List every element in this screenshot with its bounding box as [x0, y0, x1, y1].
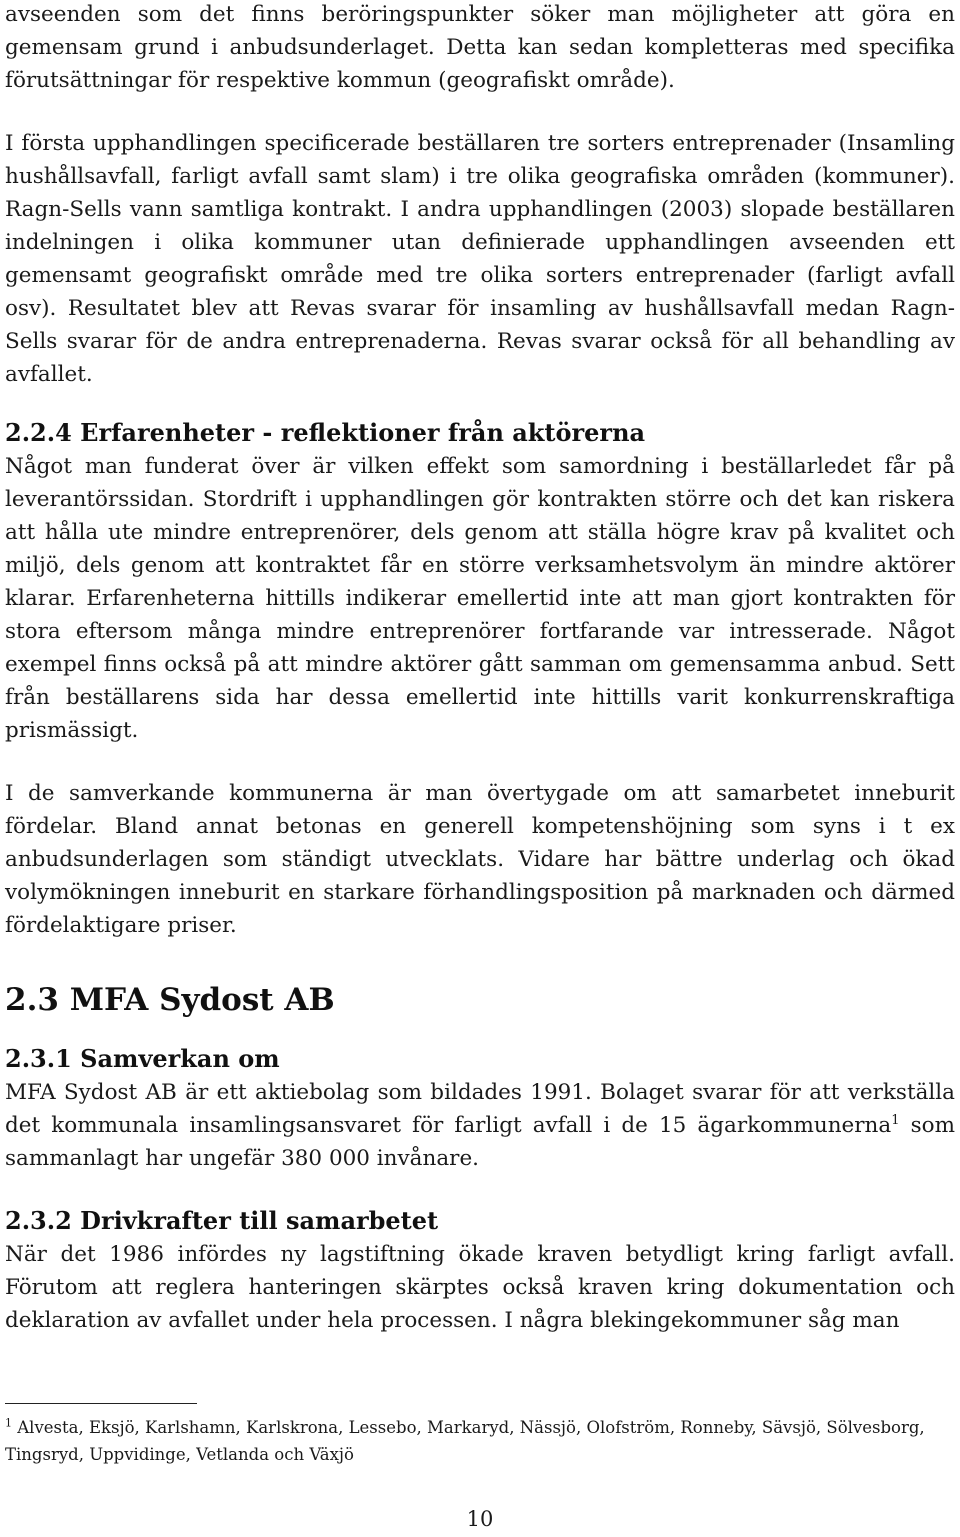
footnote-mark: 1: [5, 1416, 12, 1430]
paragraph-mfa-text-a: MFA Sydost AB är ett aktiebolag som bildades 1991. Bolaget svarar för att verkställa det kommunala insamlingsansvaret för farligt avfall i de 15 ägarkommunerna: [5, 1080, 955, 1138]
paragraph-drivkrafter: När det 1986 infördes ny lagstiftning ökade kraven betydligt kring farligt avfall. Förutom att reglera hanteringen skärptes också kraven kring dokumentation och deklaration av avfallet under hela processen. I några blekingekommuner såg man: [5, 1242, 955, 1333]
footnote-text: Alvesta, Eksjö, Karlshamn, Karlskrona, Lessebo, Markaryd, Nässjö, Olofström, Ronneby, Sävsjö, Sölvesborg, Tingsryd, Uppvidinge, Vetlanda och Växjö: [5, 1418, 925, 1464]
paragraph-mfa-sydost: [5, 1076, 955, 1175]
heading-2-3-1: 2.3.1 Samverkan om: [5, 1044, 280, 1073]
heading-2-3-2: 2.3.2 Drivkrafter till samarbetet: [5, 1206, 439, 1235]
document-page: [5, 0, 955, 1337]
paragraph-upphandlingar: I första upphandlingen specificerade beställaren tre sorters entreprenader (Insamling hushållsavfall, farligt avfall samt slam) i tre olika geografiska områden (kommuner). Ragn-Sells vann samtliga kontrakt. I andra upphandlingen (2003) slopade beställaren indelningen i olika kommuner utan definierade upphandlingen avseenden ett gemensamt geografiskt område med tre olika sorters entreprenader (farligt avfall osv). Resultatet blev att Revas svarar för insamling av hushållsavfall medan Ragn-Sells svarar för de andra entreprenaderna. Revas svarar också för all behandling av avfallet.: [5, 131, 955, 387]
paragraph-erfarenheter: Något man funderat över är vilken effekt som samordning i beställarledet får på leverantörssidan. Stordrift i upphandlingen gör kontrakten större och det kan riskera att hålla ute mindre entreprenörer, dels genom att ställa högre krav på kvalitet och miljö, dels genom att kontraktet får en större verksamhetsvolym än mindre aktörer klarar. Erfarenheterna hittills indikerar emellertid inte att man gjort kontrakten för stora eftersom många mindre entreprenörer fortfarande var intresserade. Något exempel finns också på att mindre aktörer gått samman om gemensamma anbud. Sett från beställarens sida har dessa emellertid inte hittills varit konkurrenskraftiga prismässigt.: [5, 454, 955, 743]
paragraph-samverkande-kommuner: I de samverkande kommunerna är man övertygade om att samarbetet inneburit fördelar. Bland annat betonas en generell kompetenshöjning som syns i t ex anbudsunderlagen som ständigt utvecklats. Vidare har bättre underlag och ökad volymökningen inneburit en starkare förhandlingsposition på marknaden och därmed fördelaktigare priser.: [5, 781, 955, 938]
heading-2-2-4: 2.2.4 Erfarenheter - reflektioner från aktörerna: [5, 418, 646, 447]
footnote: [5, 1414, 955, 1468]
paragraph-continuation: avseenden som det finns beröringspunkter söker man möjligheter att göra en gemensam grund i anbudsunderlaget. Detta kan sedan kompletteras med specifika förutsättningar för respektive kommun (geografiskt område).: [5, 2, 955, 93]
footnote-divider: [5, 1403, 197, 1404]
footnote-reference[interactable]: 1: [891, 1112, 900, 1128]
heading-2-3: 2.3 MFA Sydost AB: [5, 982, 335, 1018]
page-number: 10: [466, 1507, 494, 1531]
paragraph-mfa-text-b: som sammanlagt har ungefär 380 000 invånare.: [5, 1113, 956, 1171]
